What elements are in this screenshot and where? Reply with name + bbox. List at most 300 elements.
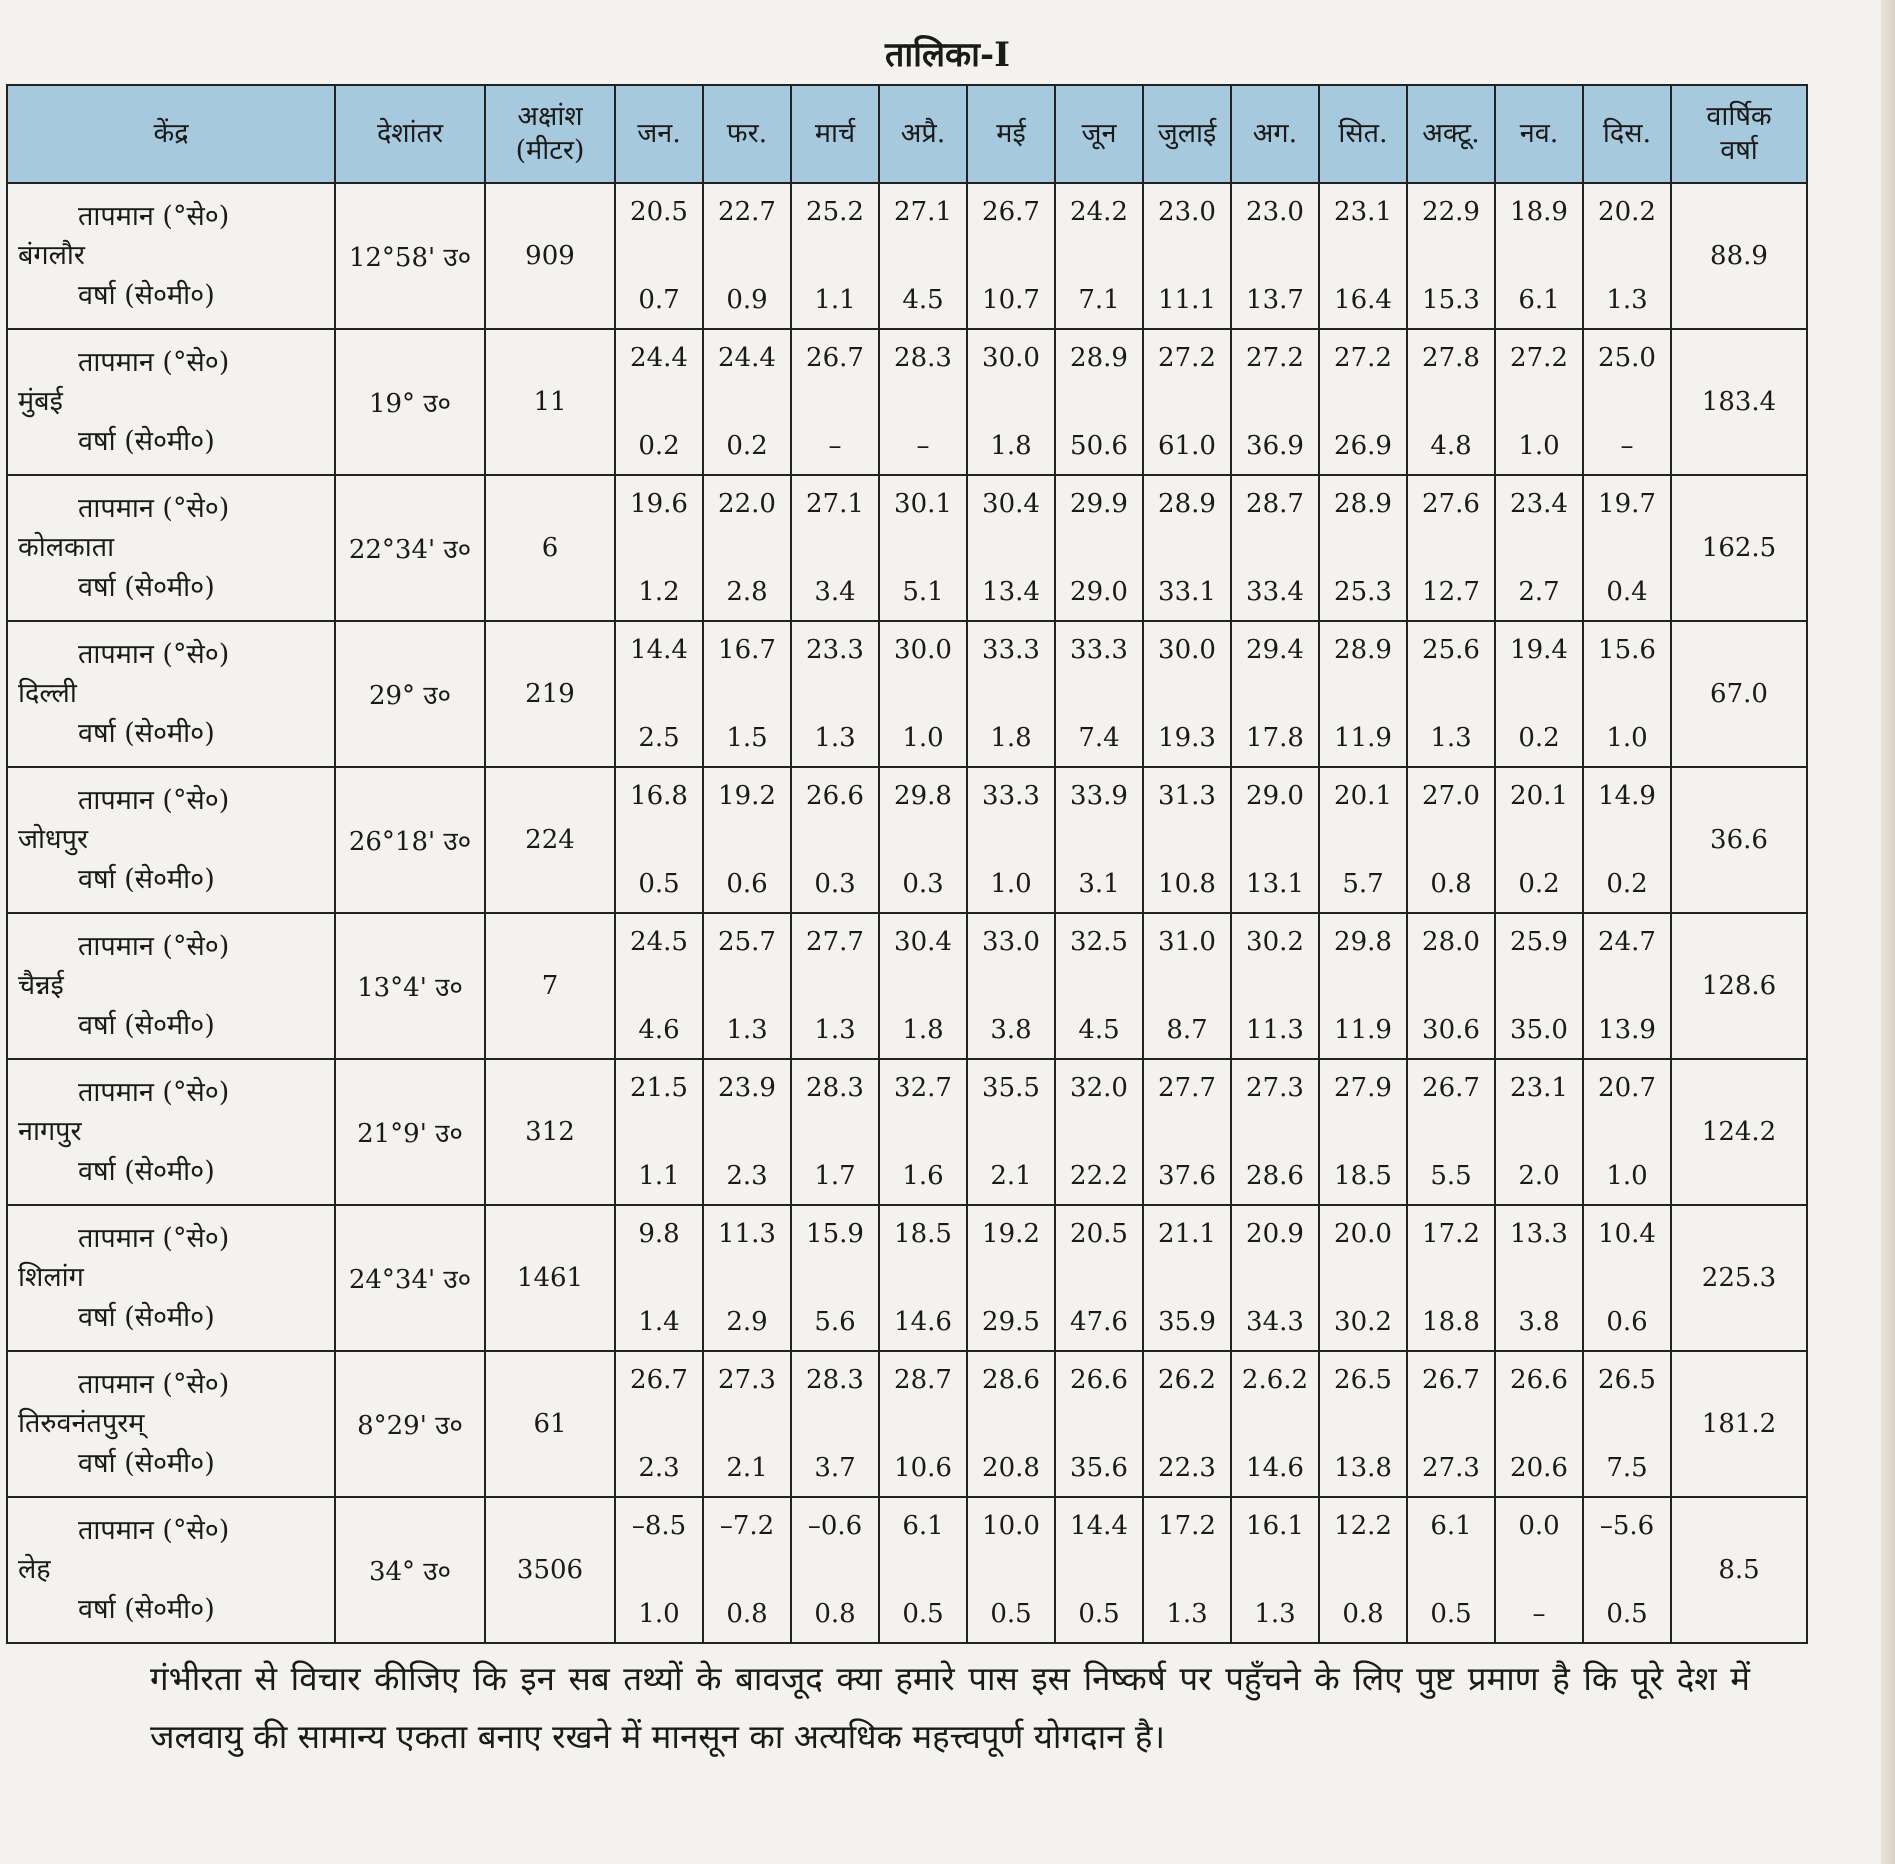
temp-value: 26.5 bbox=[1334, 1365, 1392, 1395]
temp-value: 6.1 bbox=[902, 1511, 944, 1541]
temp-value: 20.1 bbox=[1510, 781, 1568, 811]
month-cell bbox=[1055, 183, 1143, 329]
month-cell bbox=[967, 1205, 1055, 1351]
temp-value: 23.1 bbox=[1334, 197, 1392, 227]
month-cell bbox=[967, 1351, 1055, 1497]
temp-value: 28.9 bbox=[1334, 635, 1392, 665]
rain-value: 2.1 bbox=[990, 1161, 1032, 1191]
table-row bbox=[7, 475, 1807, 621]
month-cell bbox=[1143, 1205, 1231, 1351]
month-cell bbox=[1143, 1497, 1231, 1643]
temp-value: 19.2 bbox=[718, 781, 776, 811]
station-cell bbox=[7, 1059, 335, 1205]
rain-value: 0.5 bbox=[1430, 1599, 1472, 1629]
month-cell bbox=[1583, 1059, 1671, 1205]
station-name: मुंबई bbox=[18, 386, 63, 418]
rain-value: 0.2 bbox=[1518, 869, 1560, 899]
latitude-cell: 3506 bbox=[485, 1497, 615, 1643]
rain-value: 47.6 bbox=[1070, 1307, 1128, 1337]
temp-value: 26.2 bbox=[1158, 1365, 1216, 1395]
temp-value: 20.0 bbox=[1334, 1219, 1392, 1249]
station-name: बंगलौर bbox=[18, 240, 85, 272]
month-cell bbox=[791, 913, 879, 1059]
temp-label: तापमान (°से०) bbox=[78, 639, 230, 671]
rain-value: 3.8 bbox=[1518, 1307, 1560, 1337]
rain-value: 0.8 bbox=[1342, 1599, 1384, 1629]
longitude-cell: 34° उ० bbox=[335, 1497, 485, 1643]
month-cell bbox=[1319, 1059, 1407, 1205]
month-cell bbox=[703, 1205, 791, 1351]
rain-value: 0.5 bbox=[902, 1599, 944, 1629]
longitude-cell: 24°34' उ० bbox=[335, 1205, 485, 1351]
month-cell bbox=[615, 1351, 703, 1497]
month-cell bbox=[879, 1351, 967, 1497]
rain-label: वर्षा (से०मी०) bbox=[78, 425, 215, 457]
rain-value: 7.4 bbox=[1078, 723, 1120, 753]
latitude-cell: 6 bbox=[485, 475, 615, 621]
temp-value: 28.7 bbox=[894, 1365, 952, 1395]
temp-value: 30.4 bbox=[982, 489, 1040, 519]
temp-value: 9.8 bbox=[638, 1219, 680, 1249]
temp-value: 26.7 bbox=[630, 1365, 688, 1395]
month-cell bbox=[1319, 621, 1407, 767]
month-cell bbox=[1055, 621, 1143, 767]
rain-value: 0.5 bbox=[1078, 1599, 1120, 1629]
rain-value: 3.4 bbox=[814, 577, 856, 607]
temp-value: 19.7 bbox=[1598, 489, 1656, 519]
month-cell bbox=[1231, 621, 1319, 767]
rain-value: – bbox=[1532, 1599, 1546, 1629]
temp-value: 23.0 bbox=[1158, 197, 1216, 227]
month-cell bbox=[1143, 183, 1231, 329]
month-cell bbox=[1143, 329, 1231, 475]
rain-value: 2.0 bbox=[1518, 1161, 1560, 1191]
rain-value: 0.7 bbox=[638, 285, 680, 315]
annual-rain-cell: 181.2 bbox=[1671, 1351, 1807, 1497]
rain-value: 0.2 bbox=[638, 431, 680, 461]
temp-value: 33.3 bbox=[982, 635, 1040, 665]
month-cell bbox=[1583, 329, 1671, 475]
table-row bbox=[7, 913, 1807, 1059]
temp-value: 26.6 bbox=[1510, 1365, 1568, 1395]
temp-label: तापमान (°से०) bbox=[78, 347, 230, 379]
rain-label: वर्षा (से०मी०) bbox=[78, 1155, 215, 1187]
month-cell bbox=[967, 913, 1055, 1059]
table-row bbox=[7, 1497, 1807, 1643]
rain-value: 10.8 bbox=[1158, 869, 1216, 899]
temp-value: 31.3 bbox=[1158, 781, 1216, 811]
rain-value: 6.1 bbox=[1518, 285, 1560, 315]
month-cell bbox=[703, 913, 791, 1059]
month-cell bbox=[1231, 329, 1319, 475]
month-cell bbox=[791, 475, 879, 621]
temp-value: 26.7 bbox=[1422, 1365, 1480, 1395]
temp-value: 26.7 bbox=[806, 343, 864, 373]
rain-value: 1.3 bbox=[1606, 285, 1648, 315]
temp-value: 11.3 bbox=[718, 1219, 776, 1249]
rain-value: 5.7 bbox=[1342, 869, 1384, 899]
temp-value: 26.7 bbox=[1422, 1073, 1480, 1103]
rain-value: 27.3 bbox=[1422, 1453, 1480, 1483]
temp-value: 33.9 bbox=[1070, 781, 1128, 811]
header-month: फर. bbox=[703, 85, 791, 183]
rain-value: 0.2 bbox=[1518, 723, 1560, 753]
rain-value: 5.1 bbox=[902, 577, 944, 607]
month-cell bbox=[1143, 1059, 1231, 1205]
rain-value: 10.7 bbox=[982, 285, 1040, 315]
rain-value: 11.1 bbox=[1158, 285, 1216, 315]
rain-value: 1.0 bbox=[1606, 723, 1648, 753]
rain-value: 11.9 bbox=[1334, 723, 1392, 753]
header-latitude bbox=[485, 85, 615, 183]
month-cell bbox=[1583, 913, 1671, 1059]
rain-value: 20.8 bbox=[982, 1453, 1040, 1483]
temp-value: 28.3 bbox=[894, 343, 952, 373]
month-cell bbox=[615, 329, 703, 475]
temp-value: 16.1 bbox=[1246, 1511, 1304, 1541]
month-cell bbox=[1055, 1059, 1143, 1205]
rain-value: 2.7 bbox=[1518, 577, 1560, 607]
rain-value: 20.6 bbox=[1510, 1453, 1568, 1483]
annual-rain-cell: 162.5 bbox=[1671, 475, 1807, 621]
annual-rain-cell: 36.6 bbox=[1671, 767, 1807, 913]
header-annual-line1: वार्षिक bbox=[1706, 101, 1772, 133]
temp-value: 28.7 bbox=[1246, 489, 1304, 519]
month-cell bbox=[879, 183, 967, 329]
rain-value: 7.1 bbox=[1078, 285, 1120, 315]
header-station: केंद्र bbox=[7, 85, 335, 183]
table-row bbox=[7, 1205, 1807, 1351]
latitude-cell: 909 bbox=[485, 183, 615, 329]
month-cell bbox=[791, 1059, 879, 1205]
month-cell bbox=[1407, 1497, 1495, 1643]
temp-value: 21.1 bbox=[1158, 1219, 1216, 1249]
rain-value: 22.2 bbox=[1070, 1161, 1128, 1191]
month-cell bbox=[1055, 767, 1143, 913]
month-cell bbox=[879, 913, 967, 1059]
rain-value: 0.5 bbox=[1606, 1599, 1648, 1629]
station-name: नागपुर bbox=[18, 1116, 82, 1148]
temp-value: –0.6 bbox=[807, 1511, 863, 1541]
temp-value: 31.0 bbox=[1158, 927, 1216, 957]
rain-value: 7.5 bbox=[1606, 1453, 1648, 1483]
longitude-cell: 19° उ० bbox=[335, 329, 485, 475]
temp-value: 30.2 bbox=[1246, 927, 1304, 957]
rain-value: 35.9 bbox=[1158, 1307, 1216, 1337]
longitude-cell: 12°58' उ० bbox=[335, 183, 485, 329]
temp-value: 27.1 bbox=[894, 197, 952, 227]
month-cell bbox=[1583, 1351, 1671, 1497]
month-cell bbox=[1407, 475, 1495, 621]
header-month: सित. bbox=[1319, 85, 1407, 183]
temp-value: 27.7 bbox=[806, 927, 864, 957]
month-cell bbox=[615, 621, 703, 767]
header-month: अग. bbox=[1231, 85, 1319, 183]
station-name: तिरुवनंतपुरम् bbox=[18, 1408, 145, 1440]
table-row bbox=[7, 183, 1807, 329]
month-cell bbox=[703, 1059, 791, 1205]
rain-value: 3.8 bbox=[990, 1015, 1032, 1045]
annual-rain-cell: 225.3 bbox=[1671, 1205, 1807, 1351]
rain-value: 50.6 bbox=[1070, 431, 1128, 461]
month-cell bbox=[1231, 183, 1319, 329]
temp-value: 20.7 bbox=[1598, 1073, 1656, 1103]
rain-value: 1.0 bbox=[902, 723, 944, 753]
month-cell bbox=[703, 475, 791, 621]
station-name: लेह bbox=[18, 1554, 51, 1586]
temp-value: –8.5 bbox=[631, 1511, 687, 1541]
rain-value: 1.3 bbox=[1430, 723, 1472, 753]
longitude-cell: 22°34' उ० bbox=[335, 475, 485, 621]
month-cell bbox=[967, 1497, 1055, 1643]
temp-value: 33.3 bbox=[982, 781, 1040, 811]
rain-label: वर्षा (से०मी०) bbox=[78, 571, 215, 603]
temp-value: 28.3 bbox=[806, 1073, 864, 1103]
rain-value: 13.4 bbox=[982, 577, 1040, 607]
month-cell bbox=[791, 767, 879, 913]
rain-value: 1.1 bbox=[814, 285, 856, 315]
latitude-cell: 11 bbox=[485, 329, 615, 475]
rain-value: 1.8 bbox=[990, 723, 1032, 753]
month-cell bbox=[1583, 1205, 1671, 1351]
temp-value: 30.1 bbox=[894, 489, 952, 519]
temp-value: 30.0 bbox=[982, 343, 1040, 373]
temp-value: 32.7 bbox=[894, 1073, 952, 1103]
latitude-cell: 1461 bbox=[485, 1205, 615, 1351]
temp-value: 20.5 bbox=[1070, 1219, 1128, 1249]
rain-value: 25.3 bbox=[1334, 577, 1392, 607]
month-cell bbox=[967, 767, 1055, 913]
temp-value: 23.1 bbox=[1510, 1073, 1568, 1103]
rain-label: वर्षा (से०मी०) bbox=[78, 1593, 215, 1625]
temp-value: 19.4 bbox=[1510, 635, 1568, 665]
rain-value: 11.3 bbox=[1246, 1015, 1304, 1045]
month-cell bbox=[1407, 1205, 1495, 1351]
temp-label: तापमान (°से०) bbox=[78, 1515, 230, 1547]
month-cell bbox=[1319, 767, 1407, 913]
month-cell bbox=[1495, 913, 1583, 1059]
temp-label: तापमान (°से०) bbox=[78, 931, 230, 963]
rain-label: वर्षा (से०मी०) bbox=[78, 1009, 215, 1041]
temp-value: 25.2 bbox=[806, 197, 864, 227]
discussion-note: गंभीरता से विचार कीजिए कि इन सब तथ्यों के बावजूद क्या हमारे पास इस निष्कर्ष पर पहुँचने के लिए पुष्ट प्रमाण है कि पूरे देश में जलवायु की सामान्य एकता बनाए रखने में मानसून का अत्यधिक महत्त्वपूर्ण योगदान है। bbox=[150, 1659, 1750, 1756]
month-cell bbox=[1055, 1497, 1143, 1643]
rain-value: 5.6 bbox=[814, 1307, 856, 1337]
rain-value: 37.6 bbox=[1158, 1161, 1216, 1191]
temp-value: 16.8 bbox=[630, 781, 688, 811]
month-cell bbox=[615, 1205, 703, 1351]
temp-value: 15.9 bbox=[806, 1219, 864, 1249]
month-cell bbox=[967, 475, 1055, 621]
station-cell bbox=[7, 621, 335, 767]
header-month: जून bbox=[1055, 85, 1143, 183]
month-cell bbox=[1319, 329, 1407, 475]
temp-value: 24.4 bbox=[630, 343, 688, 373]
temp-value: 23.9 bbox=[718, 1073, 776, 1103]
temp-label: तापमान (°से०) bbox=[78, 1369, 230, 1401]
month-cell bbox=[1319, 1351, 1407, 1497]
rain-value: 4.5 bbox=[902, 285, 944, 315]
month-cell bbox=[1319, 475, 1407, 621]
rain-value: 34.3 bbox=[1246, 1307, 1304, 1337]
temp-value: 27.1 bbox=[806, 489, 864, 519]
header-annual bbox=[1671, 85, 1807, 183]
annual-rain-cell: 183.4 bbox=[1671, 329, 1807, 475]
temp-value: 27.6 bbox=[1422, 489, 1480, 519]
rain-value: 2.8 bbox=[726, 577, 768, 607]
month-cell bbox=[1231, 1059, 1319, 1205]
month-cell bbox=[703, 621, 791, 767]
temp-value: 14.9 bbox=[1598, 781, 1656, 811]
rain-value: 0.8 bbox=[1430, 869, 1472, 899]
month-cell bbox=[1231, 913, 1319, 1059]
temp-value: 10.0 bbox=[982, 1511, 1040, 1541]
month-cell bbox=[615, 475, 703, 621]
annual-rain-cell: 8.5 bbox=[1671, 1497, 1807, 1643]
rain-value: 2.3 bbox=[638, 1453, 680, 1483]
rain-value: 4.5 bbox=[1078, 1015, 1120, 1045]
station-cell bbox=[7, 1205, 335, 1351]
rain-value: – bbox=[1620, 431, 1634, 461]
month-cell bbox=[703, 329, 791, 475]
rain-value: 1.4 bbox=[638, 1307, 680, 1337]
month-cell bbox=[1495, 1059, 1583, 1205]
month-cell bbox=[1495, 767, 1583, 913]
month-cell bbox=[1495, 621, 1583, 767]
rain-value: 22.3 bbox=[1158, 1453, 1216, 1483]
rain-value: 0.5 bbox=[990, 1599, 1032, 1629]
longitude-cell: 29° उ० bbox=[335, 621, 485, 767]
month-cell bbox=[1055, 1205, 1143, 1351]
temp-value: 23.4 bbox=[1510, 489, 1568, 519]
temp-value: 18.5 bbox=[894, 1219, 952, 1249]
month-cell bbox=[879, 475, 967, 621]
month-cell bbox=[1407, 621, 1495, 767]
month-cell bbox=[703, 767, 791, 913]
temp-value: 27.3 bbox=[718, 1365, 776, 1395]
temp-value: 30.0 bbox=[1158, 635, 1216, 665]
rain-value: 0.3 bbox=[902, 869, 944, 899]
temp-value: 28.9 bbox=[1334, 489, 1392, 519]
rain-value: 2.3 bbox=[726, 1161, 768, 1191]
month-cell bbox=[1407, 1351, 1495, 1497]
temp-value: 32.0 bbox=[1070, 1073, 1128, 1103]
annual-rain-cell: 128.6 bbox=[1671, 913, 1807, 1059]
temp-value: 19.2 bbox=[982, 1219, 1040, 1249]
temp-value: 32.5 bbox=[1070, 927, 1128, 957]
rain-value: 1.8 bbox=[902, 1015, 944, 1045]
month-cell bbox=[1495, 183, 1583, 329]
rain-value: 1.0 bbox=[638, 1599, 680, 1629]
rain-value: 0.9 bbox=[726, 285, 768, 315]
temp-value: 16.7 bbox=[718, 635, 776, 665]
latitude-cell: 224 bbox=[485, 767, 615, 913]
temp-value: 35.5 bbox=[982, 1073, 1040, 1103]
month-cell bbox=[791, 1497, 879, 1643]
header-month: अक्टू. bbox=[1407, 85, 1495, 183]
rain-value: 1.0 bbox=[1518, 431, 1560, 461]
header-month: मई bbox=[967, 85, 1055, 183]
station-name: दिल्ली bbox=[18, 678, 77, 710]
rain-value: 5.5 bbox=[1430, 1161, 1472, 1191]
rain-value: 1.2 bbox=[638, 577, 680, 607]
temp-value: 0.0 bbox=[1518, 1511, 1560, 1541]
temp-value: 29.9 bbox=[1070, 489, 1128, 519]
month-cell bbox=[1143, 913, 1231, 1059]
header-month: मार्च bbox=[791, 85, 879, 183]
temp-value: 27.2 bbox=[1334, 343, 1392, 373]
rain-value: 29.0 bbox=[1070, 577, 1128, 607]
header-month: नव. bbox=[1495, 85, 1583, 183]
rain-value: 3.1 bbox=[1078, 869, 1120, 899]
rain-value: 1.1 bbox=[638, 1161, 680, 1191]
station-name: चैन्नई bbox=[18, 970, 64, 1002]
header-latitude-line2: (मीटर) bbox=[515, 135, 585, 166]
temp-value: 28.9 bbox=[1158, 489, 1216, 519]
rain-value: 2.5 bbox=[638, 723, 680, 753]
month-cell bbox=[879, 1205, 967, 1351]
month-cell bbox=[967, 621, 1055, 767]
month-cell bbox=[1319, 1205, 1407, 1351]
rain-value: 0.2 bbox=[1606, 869, 1648, 899]
rain-value: 11.9 bbox=[1334, 1015, 1392, 1045]
rain-value: 0.8 bbox=[726, 1599, 768, 1629]
month-cell bbox=[1495, 1205, 1583, 1351]
rain-value: 35.0 bbox=[1510, 1015, 1568, 1045]
rain-value: 8.7 bbox=[1166, 1015, 1208, 1045]
rain-value: 36.9 bbox=[1246, 431, 1304, 461]
temp-value: 26.6 bbox=[806, 781, 864, 811]
temp-label: तापमान (°से०) bbox=[78, 785, 230, 817]
rain-value: 1.3 bbox=[1254, 1599, 1296, 1629]
month-cell bbox=[1319, 1497, 1407, 1643]
temp-label: तापमान (°से०) bbox=[78, 201, 230, 233]
month-cell bbox=[1583, 621, 1671, 767]
temp-value: 27.2 bbox=[1246, 343, 1304, 373]
table-row bbox=[7, 329, 1807, 475]
rain-value: 33.1 bbox=[1158, 577, 1216, 607]
table-row bbox=[7, 1351, 1807, 1497]
rain-label: वर्षा (से०मी०) bbox=[78, 1447, 215, 1479]
rain-value: 14.6 bbox=[894, 1307, 952, 1337]
temp-value: 27.9 bbox=[1334, 1073, 1392, 1103]
temp-value: 13.3 bbox=[1510, 1219, 1568, 1249]
rain-value: 2.1 bbox=[726, 1453, 768, 1483]
month-cell bbox=[703, 1351, 791, 1497]
month-cell bbox=[1495, 1351, 1583, 1497]
temp-value: 14.4 bbox=[1070, 1511, 1128, 1541]
longitude-cell: 26°18' उ० bbox=[335, 767, 485, 913]
latitude-cell: 312 bbox=[485, 1059, 615, 1205]
rain-value: 61.0 bbox=[1158, 431, 1216, 461]
temp-value: 22.7 bbox=[718, 197, 776, 227]
month-cell bbox=[615, 1497, 703, 1643]
temp-value: 25.6 bbox=[1422, 635, 1480, 665]
month-cell bbox=[967, 183, 1055, 329]
rain-value: 14.6 bbox=[1246, 1453, 1304, 1483]
rain-value: 0.6 bbox=[726, 869, 768, 899]
rain-value: 1.0 bbox=[990, 869, 1032, 899]
month-cell bbox=[615, 1059, 703, 1205]
month-cell bbox=[791, 329, 879, 475]
month-cell bbox=[879, 1059, 967, 1205]
latitude-cell: 7 bbox=[485, 913, 615, 1059]
temp-value: 29.8 bbox=[1334, 927, 1392, 957]
month-cell bbox=[615, 767, 703, 913]
month-cell bbox=[967, 1059, 1055, 1205]
temp-value: 20.2 bbox=[1598, 197, 1656, 227]
station-cell bbox=[7, 1351, 335, 1497]
